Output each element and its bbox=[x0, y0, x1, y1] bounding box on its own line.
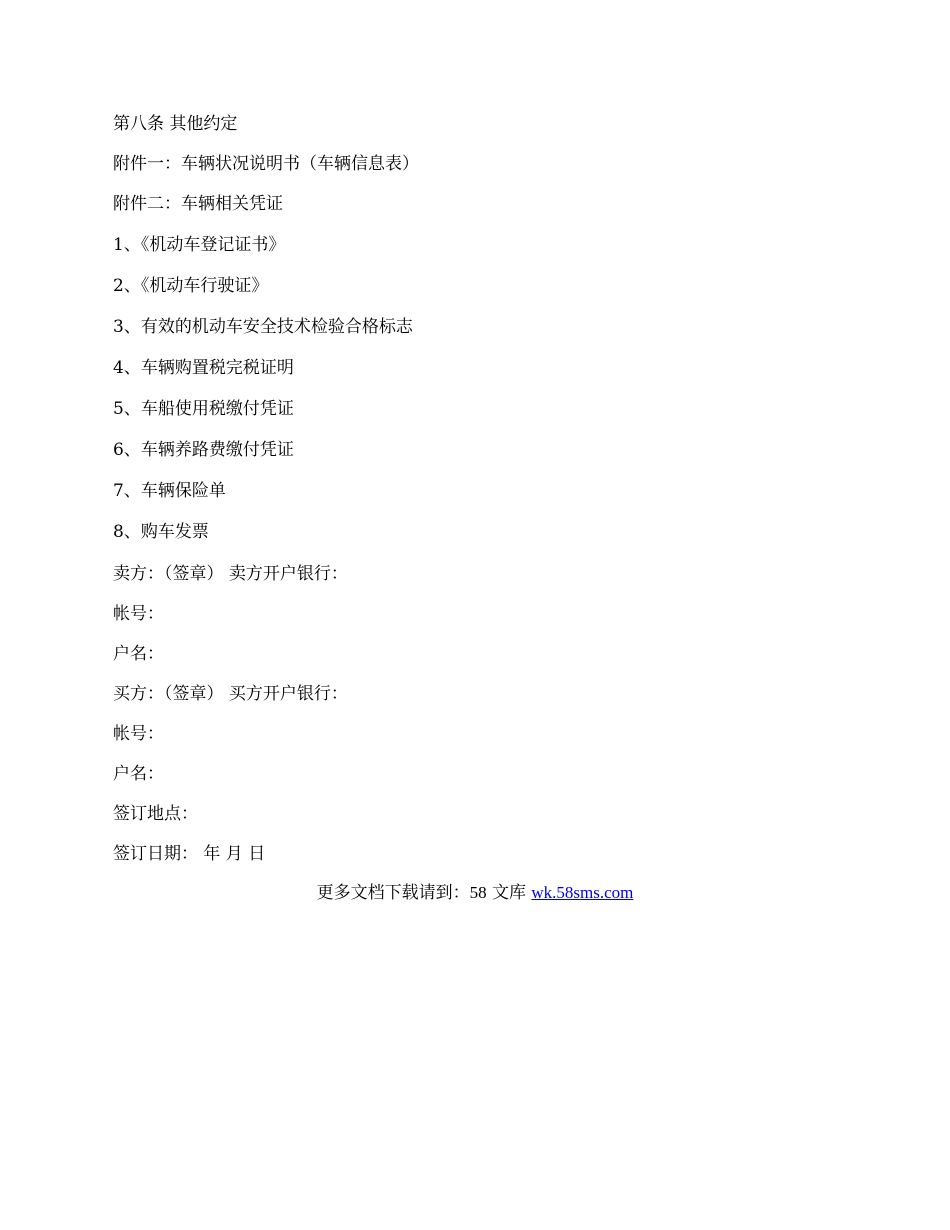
download-footer bbox=[0, 881, 950, 905]
seller-account-number: 帐号： bbox=[113, 604, 164, 624]
buyer-account-number: 帐号： bbox=[113, 724, 164, 744]
footer-site-name: 文库 bbox=[492, 883, 526, 903]
signing-date: 签订日期： 年 月 日 bbox=[113, 844, 266, 864]
seller-signature-line: 卖方：（签章） 卖方开户银行： bbox=[113, 564, 348, 584]
seller-account-name: 户名： bbox=[113, 644, 164, 664]
signing-place: 签订地点： bbox=[113, 804, 198, 824]
buyer-account-name: 户名： bbox=[113, 764, 164, 784]
list-item: 7、车辆保险单 bbox=[113, 481, 226, 501]
section-heading: 第八条 其他约定 bbox=[113, 114, 238, 134]
list-item: 4、车辆购置税完税证明 bbox=[113, 358, 294, 378]
buyer-signature-line: 买方：（签章） 买方开户银行： bbox=[113, 684, 348, 704]
attachment-two: 附件二：车辆相关凭证 bbox=[113, 194, 283, 214]
footer-site-link[interactable]: wk.58sms.com bbox=[531, 883, 634, 902]
footer-site-number: 58 bbox=[469, 883, 487, 902]
list-item: 3、有效的机动车安全技术检验合格标志 bbox=[113, 317, 413, 337]
attachment-one: 附件一：车辆状况说明书（车辆信息表） bbox=[113, 154, 419, 174]
footer-prefix: 更多文档下载请到： bbox=[316, 883, 470, 903]
list-item: 6、车辆养路费缴付凭证 bbox=[113, 440, 294, 460]
list-item: 8、购车发票 bbox=[113, 522, 209, 542]
list-item: 5、车船使用税缴付凭证 bbox=[113, 399, 294, 419]
list-item: 1、《机动车登记证书》 bbox=[113, 235, 286, 255]
list-item: 2、《机动车行驶证》 bbox=[113, 276, 269, 296]
